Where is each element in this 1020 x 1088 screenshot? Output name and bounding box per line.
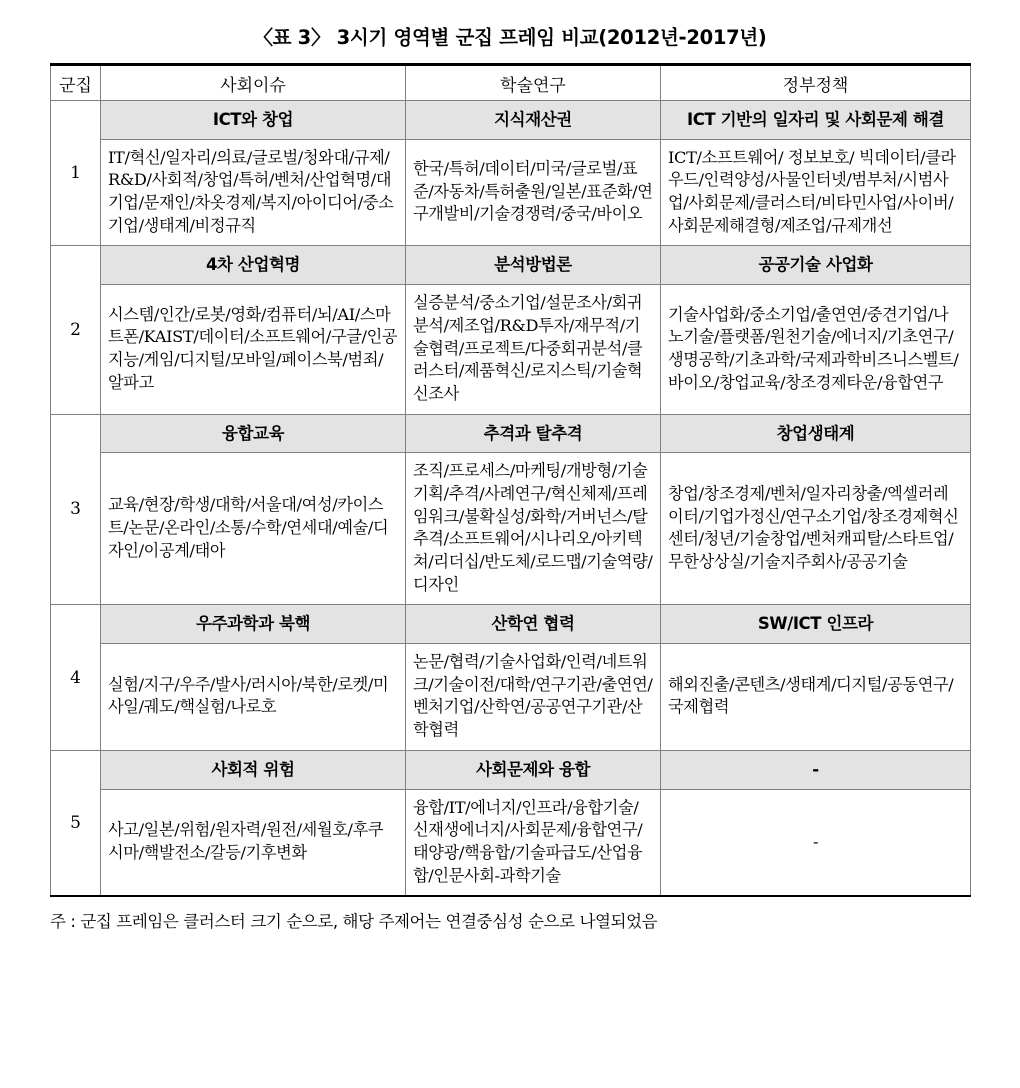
frame-title-academic: 분석방법론 bbox=[406, 246, 661, 285]
table-row bbox=[51, 139, 971, 246]
header-social-issue: 사회이슈 bbox=[101, 65, 406, 101]
table-row bbox=[51, 750, 971, 789]
frame-title-academic: 추격과 탈추격 bbox=[406, 414, 661, 453]
cluster-number: 4 bbox=[51, 605, 101, 750]
frame-title-government: - bbox=[661, 750, 971, 789]
header-row bbox=[51, 65, 971, 101]
keywords-government: 기술사업화/중소기업/출연연/중견기업/나노기술/플랫폼/원천기술/에너지/기초연구/생명공학/기초과학/국제과학비즈니스벨트/바이오/창업교육/창조경제타운/융합연구 bbox=[661, 285, 971, 414]
header-cluster: 군집 bbox=[51, 65, 101, 101]
keywords-academic: 융합/IT/에너지/인프라/융합기술/신재생에너지/사회문제/융합연구/태양광/핵융합/기술파급도/산업융합/인문사회-과학기술 bbox=[406, 789, 661, 896]
keywords-social: 사고/일본/위험/원자력/원전/세월호/후쿠시마/핵발전소/갈등/기후변화 bbox=[101, 789, 406, 896]
frame-title-government: SW/ICT 인프라 bbox=[661, 605, 971, 644]
frame-title-social: 사회적 위험 bbox=[101, 750, 406, 789]
keywords-academic: 실증분석/중소기업/설문조사/회귀분석/제조업/R&D투자/재무적/기술협력/프로젝트/다중회귀분석/클러스터/제품혁신/로지스틱/기술혁신조사 bbox=[406, 285, 661, 414]
table-row bbox=[51, 789, 971, 896]
table-row bbox=[51, 285, 971, 414]
keywords-government: 해외진출/콘텐츠/생태계/디지털/공동연구/국제협력 bbox=[661, 644, 971, 751]
cluster-number: 5 bbox=[51, 750, 101, 896]
keywords-government: - bbox=[661, 789, 971, 896]
keywords-social: IT/혁신/일자리/의료/글로벌/청와대/규제/R&D/사회적/창업/특허/벤처/산업혁명/대기업/문재인/차옷경제/복지/아이디어/중소기업/생태계/비정규직 bbox=[101, 139, 406, 246]
keywords-government: 창업/창조경제/벤처/일자리창출/엑셀러레이터/기업가정신/연구소기업/창조경제혁신센터/청년/기술창업/벤처캐피탈/스타트업/무한상상실/기술지주회사/공공기술 bbox=[661, 453, 971, 605]
frame-title-social: 4차 산업혁명 bbox=[101, 246, 406, 285]
table-row bbox=[51, 453, 971, 605]
cluster-number: 3 bbox=[51, 414, 101, 605]
frame-title-government: 공공기술 사업화 bbox=[661, 246, 971, 285]
keywords-government: ICT/소프트웨어/ 정보보호/ 빅데이터/클라우드/인력양성/사물인터넷/범부처/시범사업/사회문제/클러스터/비타민사업/사이버/사회문제해결형/제조업/규제개선 bbox=[661, 139, 971, 246]
frame-title-government: ICT 기반의 일자리 및 사회문제 해결 bbox=[661, 101, 971, 140]
frame-title-academic: 사회문제와 융합 bbox=[406, 750, 661, 789]
header-academic-research: 학술연구 bbox=[406, 65, 661, 101]
table-row bbox=[51, 101, 971, 140]
keywords-academic: 한국/특허/데이터/미국/글로벌/표준/자동차/특허출원/일본/표준화/연구개발비/기술경쟁력/중국/바이오 bbox=[406, 139, 661, 246]
cluster-frame-table bbox=[50, 63, 971, 897]
page-title: 〈표 3〉 3시기 영역별 군집 프레임 비교(2012년-2017년) bbox=[253, 26, 767, 49]
frame-title-academic: 산학연 협력 bbox=[406, 605, 661, 644]
frame-title-social: ICT와 창업 bbox=[101, 101, 406, 140]
keywords-academic: 조직/프로세스/마케팅/개방형/기술기획/추격/사례연구/혁신체제/프레임워크/불확실성/화학/거버넌스/탈추격/소프트웨어/시나리오/아키텍쳐/리더십/반도체/로드맵/기술역량/디자인 bbox=[406, 453, 661, 605]
table-body bbox=[51, 101, 971, 897]
cluster-number: 1 bbox=[51, 101, 101, 246]
table-row bbox=[51, 414, 971, 453]
table-row bbox=[51, 644, 971, 751]
keywords-social: 교육/현장/학생/대학/서울대/여성/카이스트/논문/온라인/소통/수학/연세대/예술/디자인/이공계/태아 bbox=[101, 453, 406, 605]
cluster-number: 2 bbox=[51, 246, 101, 414]
keywords-academic: 논문/협력/기술사업화/인력/네트워크/기술이전/대학/연구기관/출연연/벤처기업/산학연/공공연구기관/산학협력 bbox=[406, 644, 661, 751]
table-row bbox=[51, 605, 971, 644]
keywords-social: 실험/지구/우주/발사/러시아/북한/로켓/미사일/궤도/핵실험/나로호 bbox=[101, 644, 406, 751]
table-header bbox=[51, 65, 971, 101]
frame-title-government: 창업생태계 bbox=[661, 414, 971, 453]
frame-title-social: 융합교육 bbox=[101, 414, 406, 453]
table-note: 주 : 군집 프레임은 클러스터 크기 순으로, 해당 주제어는 연결중심성 순으로 나열되었음 bbox=[50, 912, 658, 932]
keywords-social: 시스템/인간/로봇/영화/컴퓨터/뇌/AI/스마트폰/KAIST/데이터/소프트웨어/구글/인공지능/게임/디지털/모바일/페이스북/범죄/알파고 bbox=[101, 285, 406, 414]
table-row bbox=[51, 246, 971, 285]
header-government-policy: 정부정책 bbox=[661, 65, 971, 101]
frame-title-academic: 지식재산권 bbox=[406, 101, 661, 140]
frame-title-social: 우주과학과 북핵 bbox=[101, 605, 406, 644]
